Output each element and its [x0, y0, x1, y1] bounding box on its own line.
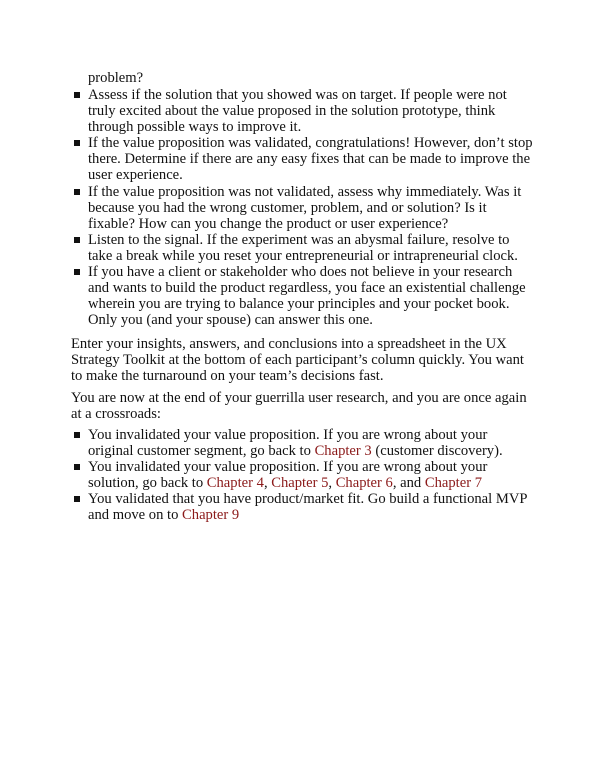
list-item-text: If the value proposition was validated, congratulations! However, don’t stop there. Determine if there are any easy fixes that can be made to improve the user experience.: [88, 135, 533, 184]
bullet-square-icon: [74, 269, 80, 275]
separator-text: , and: [392, 475, 425, 492]
bullet-square-icon: [74, 496, 80, 502]
list-item: [73, 232, 533, 264]
continued-bullet-text: problem?: [88, 70, 144, 86]
list-item-text: You invalidated your value proposition. If you are wrong about your original customer segment, go back to: [88, 427, 488, 460]
list-item-text: You invalidated your value proposition. If you are wrong about your solution, go back to: [88, 459, 488, 492]
bullet-square-icon: [74, 432, 80, 438]
list-item: [73, 491, 533, 523]
list-item-text: Listen to the signal. If the experiment was an abysmal failure, resolve to take a break while you reset your entrepreneurial or intrapreneurial clock.: [88, 231, 518, 264]
chapter-7-link[interactable]: Chapter 7: [424, 475, 483, 492]
list-item: [73, 184, 533, 232]
crossroads-bullet-list: [73, 427, 533, 524]
bullet-square-icon: [74, 140, 80, 146]
chapter-5-link[interactable]: Chapter 5: [271, 475, 329, 492]
list-item-text: If you have a client or stakeholder who does not believe in your research and wants to build the product regardless, you face an existential challenge wherein you are trying to balance your principles and your pocket book. Only you (and your spouse) can answer this one.: [88, 264, 526, 329]
chapter-4-link[interactable]: Chapter 4: [206, 475, 264, 492]
separator-text: ,: [328, 475, 336, 492]
list-item: [73, 135, 533, 183]
list-item: [73, 264, 533, 328]
bullet-square-icon: [74, 237, 80, 243]
chapter-3-link[interactable]: Chapter 3: [314, 443, 372, 460]
separator-text: ,: [263, 475, 272, 492]
list-item: [73, 459, 533, 491]
list-item: [73, 427, 533, 459]
reflection-bullet-list: [73, 87, 533, 328]
toolkit-paragraph: Enter your insights, answers, and conclusions into a spreadsheet in the UX Strategy Toolkit at the bottom of each participant’s column quickly. You want to make the turnaround on your team’s decisions fast.: [71, 336, 524, 385]
list-item: [73, 87, 533, 135]
chapter-6-link[interactable]: Chapter 6: [335, 475, 393, 492]
list-item-text: Assess if the solution that you showed was on target. If people were not truly excited about the value proposed in the solution prototype, think through possible ways to improve it.: [88, 87, 507, 136]
list-item-text: If the value proposition was not validated, assess why immediately. Was it because you had the wrong customer, problem, and or solution? Is it fixable? How can you change the product or user experience?: [88, 183, 522, 232]
chapter-9-link[interactable]: Chapter 9: [182, 507, 240, 524]
bullet-square-icon: [74, 464, 80, 470]
list-item-text: You validated that you have product/market fit. Go build a functional MVP and move on to: [88, 491, 527, 524]
crossroads-paragraph: You are now at the end of your guerrilla user research, and you are once again at a crossroads:: [71, 390, 527, 423]
bullet-square-icon: [74, 92, 80, 98]
list-item-text-tail: (customer discovery).: [371, 443, 503, 460]
bullet-square-icon: [74, 189, 80, 195]
